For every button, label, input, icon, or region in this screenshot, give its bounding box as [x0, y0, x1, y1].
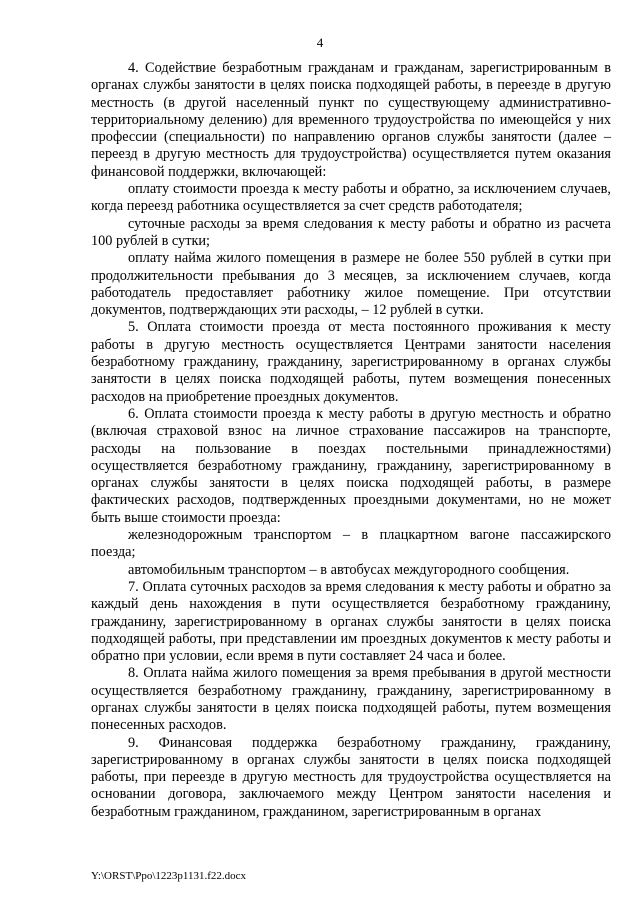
document-body: [91, 60, 611, 821]
paragraph-road-transport: автомобильным транспортом – в автобусах междугородного сообщения.: [128, 561, 570, 578]
paragraph-8: 8. Оплата найма жилого помещения за время пребывания в другой местности осуществляется безработному гражданину, гражданину, зарегистрированному в органах службы занятости в целях поиска подходящей работы, путем возмещения понесенных расходов.: [91, 665, 611, 734]
paragraph-6: 6. Оплата стоимости проезда к месту работы в другую местность и обратно (включая страховой взнос на личное страхование пассажиров на транспорте, расходы на пользование в поездах постельными принадлежностями) осуществляется безработному гражданину, гражданину, зарегистрированному в органах службы занятости в целях поиска подходящей работы, в размере фактических расходов, подтвержденных проездными документами, но не может быть выше стоимости проезда:: [91, 405, 611, 526]
paragraph-rail-transport: железнодорожным транспортом – в плацкартном вагоне пассажирского поезда;: [91, 527, 611, 561]
paragraph-4: 4. Содействие безработным гражданам и гражданам, зарегистрированным в органах службы занятости в целях поиска подходящей работы, в переезде в другую местность (в другой населенный пункт по существующему административно-территориальному делению) для временного трудоустройства по имеющейся у них профессии (специальности) по направлению органов службы занятости (далее – переезд в другую местность для трудоустройства) осуществляется путем оказания финансовой поддержки, включающей:: [91, 60, 611, 180]
footer-file-path: Y:\ORST\Ppo\1223p1131.f22.docx: [91, 870, 247, 882]
paragraph-9: 9. Финансовая поддержка безработному гражданину, гражданину, зарегистрированному в органах службы занятости в целях поиска подходящей работы, при переезде в другую местность для трудоустройства осуществляется на основании договора, заключаемого между Центром занятости населения и безработным гражданином, гражданином, зарегистрированным в органах: [91, 734, 611, 820]
paragraph-7: 7. Оплата суточных расходов за время следования к месту работы и обратно за каждый день нахождения в пути осуществляется безработному гражданину, гражданину, зарегистрированному в органах службы занятости в целях поиска подходящей работы, при представлении им проездных документов к месту работы и обратно при условии, если время в пути составляет 24 часа и более.: [91, 578, 611, 665]
paragraph-travel-cost: оплату стоимости проезда к месту работы и обратно, за исключением случаев, когда переезд работника осуществляется за счет средств работодателя;: [91, 181, 611, 215]
paragraph-housing-cost: оплату найма жилого помещения в размере не более 550 рублей в сутки при продолжительности пребывания до 3 месяцев, за исключением случаев, когда работодатель предоставляет работнику жилое помещение. При отсутствии документов, подтверждающих эти расходы, – 12 рублей в сутки.: [91, 250, 611, 319]
page-number: 4: [316, 35, 324, 50]
paragraph-daily-expenses: суточные расходы за время следования к месту работы и обратно из расчета 100 рублей в сутки;: [91, 215, 611, 249]
paragraph-5: 5. Оплата стоимости проезда от места постоянного проживания к месту работы в другую местность осуществляется Центрами занятости населения безработному гражданину, гражданину, зарегистрированному в органах службы занятости в целях поиска подходящей работы, путем возмещения понесенных расходов на приобретение проездных документов.: [91, 319, 611, 405]
